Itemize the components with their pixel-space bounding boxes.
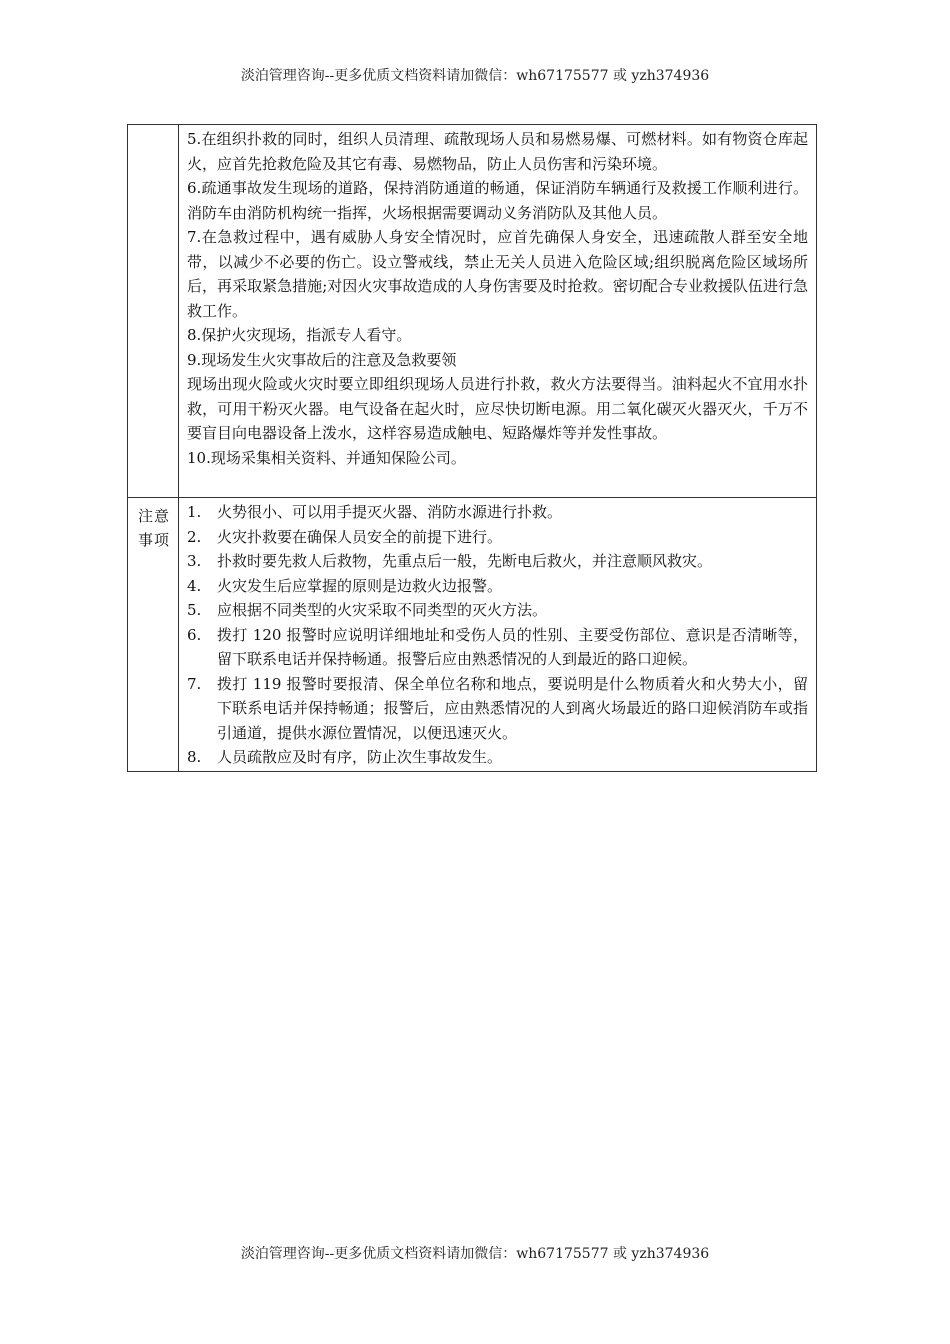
item-text: 应根据不同类型的火灾采取不同类型的灭火方法。 — [217, 601, 548, 619]
list-item — [187, 745, 808, 770]
procedure-label — [128, 125, 172, 131]
item-number: 6. — [187, 625, 202, 644]
item-number: 7. — [187, 674, 202, 693]
paragraph-5: 5.在组织扑救的同时，组织人员清理、疏散现场人员和易燃易爆、可燃材料。如有物资仓库起火，应首先抢救危险及其它有毒、易燃物品，防止人员伤害和污染环境。 — [187, 130, 808, 173]
page-footer: 淡泊管理咨询--更多优质文档资料请加微信：wh67175577 或 yzh374936 — [240, 1246, 710, 1262]
notes-label: 注意事项 — [138, 507, 171, 549]
paragraph-10: 10.现场采集相关资料、并通知保险公司。 — [187, 448, 466, 467]
item-text: 火灾扑救要在确保人员安全的前提下进行。 — [217, 527, 503, 546]
item-text: 火灾发生后应掌握的原则是边救火边报警。 — [217, 576, 503, 595]
list-item — [187, 623, 808, 672]
paragraph-8: 8.保护火灾现场，指派专人看守。 — [187, 326, 412, 344]
item-number: 1. — [187, 503, 202, 521]
item-text: 扑救时要先救人后救物，先重点后一般，先断电后救火，并注意顺风救灾。 — [217, 552, 713, 570]
item-number: 3. — [187, 552, 202, 570]
procedure-row — [128, 125, 817, 498]
item-text: 拨打 120 报警时应说明详细地址和受伤人员的性别、主要受伤部位、意识是否清晰等，留下联系电话并保持畅通。报警后应由熟悉情况的人到最近的路口迎候。 — [217, 625, 808, 668]
paragraph-9-heading: 9.现场发生火灾事故后的注意及急救要领 — [187, 350, 457, 369]
list-item — [187, 672, 808, 746]
list-item — [187, 598, 808, 623]
item-text: 火势很小、可以用手提灭火器、消防水源进行扑救。 — [217, 503, 563, 521]
notes-label-cell — [128, 498, 179, 772]
notes-list — [179, 498, 816, 771]
procedure-body-cell — [179, 125, 817, 498]
page-header: 淡泊管理咨询--更多优质文档资料请加微信：wh67175577 或 yzh374936 — [240, 68, 710, 84]
list-item — [187, 525, 808, 550]
item-number: 4. — [187, 576, 202, 595]
procedure-label-cell — [128, 125, 179, 498]
notes-body-cell — [179, 498, 817, 772]
item-number: 8. — [187, 748, 202, 766]
procedure-table — [127, 124, 817, 772]
item-number: 2. — [187, 527, 202, 546]
paragraph-7: 7.在急救过程中，遇有威胁人身安全情况时，应首先确保人身安全，迅速疏散人群至安全地带，以减少不必要的伤亡。设立警戒线，禁止无关人员进入危险区域;组织脱离危险区域场所后，再采取紧急措施;对因火灾事故造成的人身伤害要及时抢救。密切配合专业救援队伍进行急救工作。 — [187, 228, 808, 320]
list-item — [187, 549, 808, 574]
item-text: 拨打 119 报警时要报清、保全单位名称和地点，要说明是什么物质着火和火势大小，留下联系电话并保持畅通；报警后，应由熟悉情况的人到离火场最近的路口迎候消防车或指引通道，提供水源位置情况，以便迅速灭火。 — [217, 674, 808, 742]
paragraph-9-body: 现场出现火险或火灾时要立即组织现场人员进行扑救，救火方法要得当。油料起火不宜用水扑救，可用干粉灭火器。电气设备在起火时，应尽快切断电源。用二氧化碳灭火器灭火，千万不要盲目向电器设备上泼水，这样容易造成触电、短路爆炸等并发性事故。 — [187, 375, 808, 442]
list-item — [187, 500, 808, 525]
paragraph-6: 6.疏通事故发生现场的道路，保持消防通道的畅通，保证消防车辆通行及救援工作顺利进行。消防车由消防机构统一指挥，火场根据需要调动义务消防队及其他人员。 — [187, 179, 808, 222]
notes-row — [128, 498, 817, 772]
item-number: 5. — [187, 601, 202, 619]
list-item — [187, 574, 808, 599]
item-text: 人员疏散应及时有序，防止次生事故发生。 — [217, 748, 503, 766]
